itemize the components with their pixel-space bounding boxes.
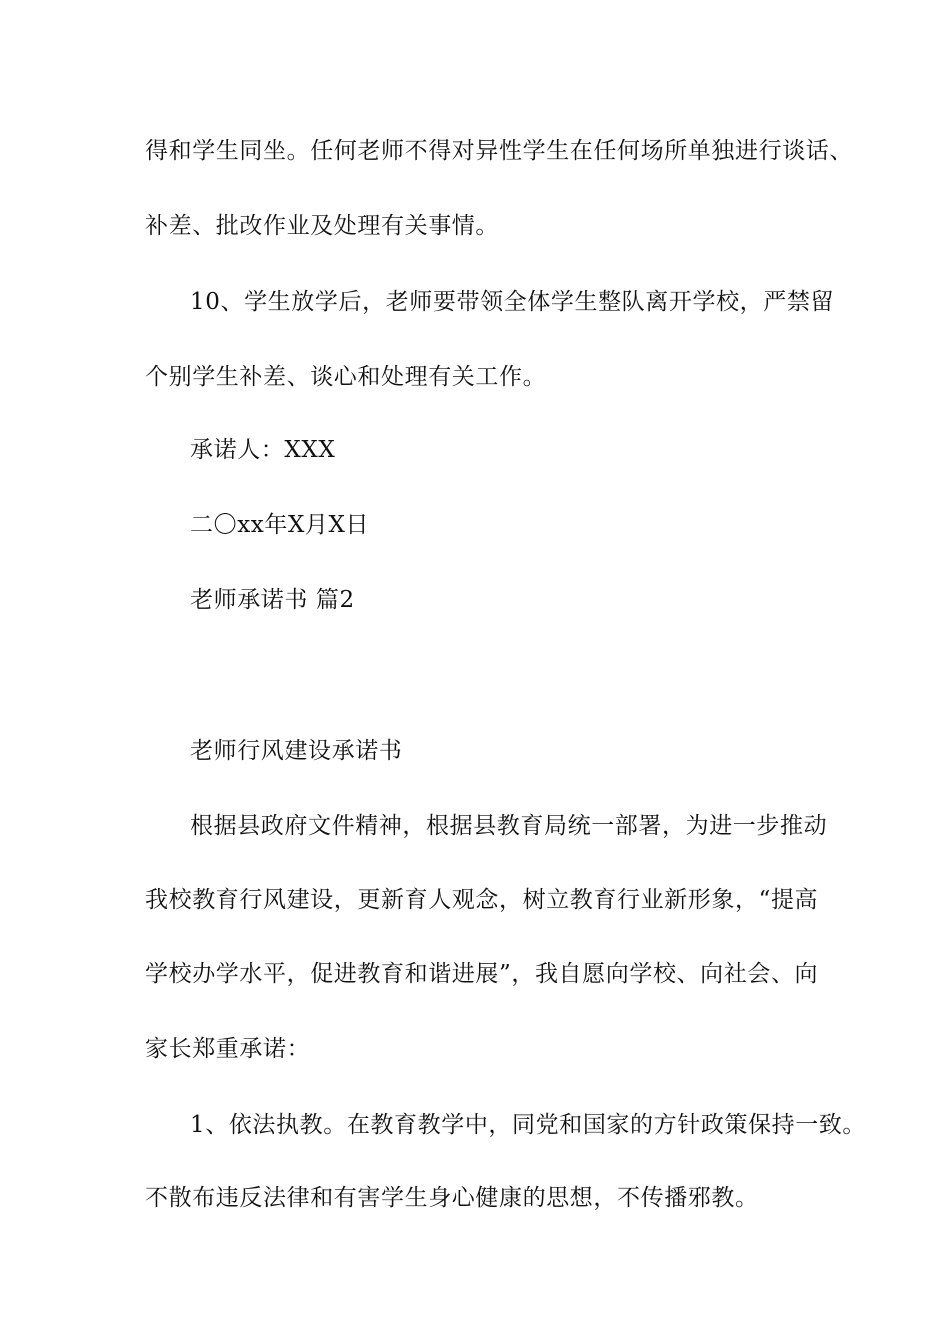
paragraph-2-line-1: 10、学生放学后，老师要带领全体学生整队离开学校，严禁留 — [190, 289, 835, 315]
paragraph-3-line-2: 我校教育行风建设，更新育人观念，树立教育行业新形象，“提高 — [145, 887, 819, 913]
paragraph-1-line-1: 得和学生同坐。任何老师不得对异性学生在任何场所单独进行谈话、 — [145, 138, 853, 164]
paragraph-1-line-2: 补差、批改作业及处理有关事情。 — [145, 213, 499, 239]
paragraph-4-line-1: 1、依法执教。在教育教学中，同党和国家的方针政策保持一致。 — [190, 1112, 867, 1138]
date-line: 二〇xx年X月X日 — [190, 512, 370, 538]
document-title: 老师行风建设承诺书 — [190, 738, 403, 764]
paragraph-3-line-4: 家长郑重承诺： — [145, 1036, 311, 1062]
paragraph-2-line-2: 个别学生补差、谈心和处理有关工作。 — [145, 364, 547, 390]
signer-line: 承诺人：XXX — [190, 437, 336, 463]
paragraph-4-line-2: 不散布违反法律和有害学生身心健康的思想，不传播邪教。 — [145, 1185, 759, 1211]
paragraph-3-line-3: 学校办学水平，促进教育和谐进展”，我自愿向学校、向社会、向 — [145, 961, 819, 987]
paragraph-3-line-1: 根据县政府文件精神，根据县教育局统一部署，为进一步推动 — [190, 813, 828, 839]
section-heading: 老师承诺书 篇2 — [190, 587, 355, 613]
